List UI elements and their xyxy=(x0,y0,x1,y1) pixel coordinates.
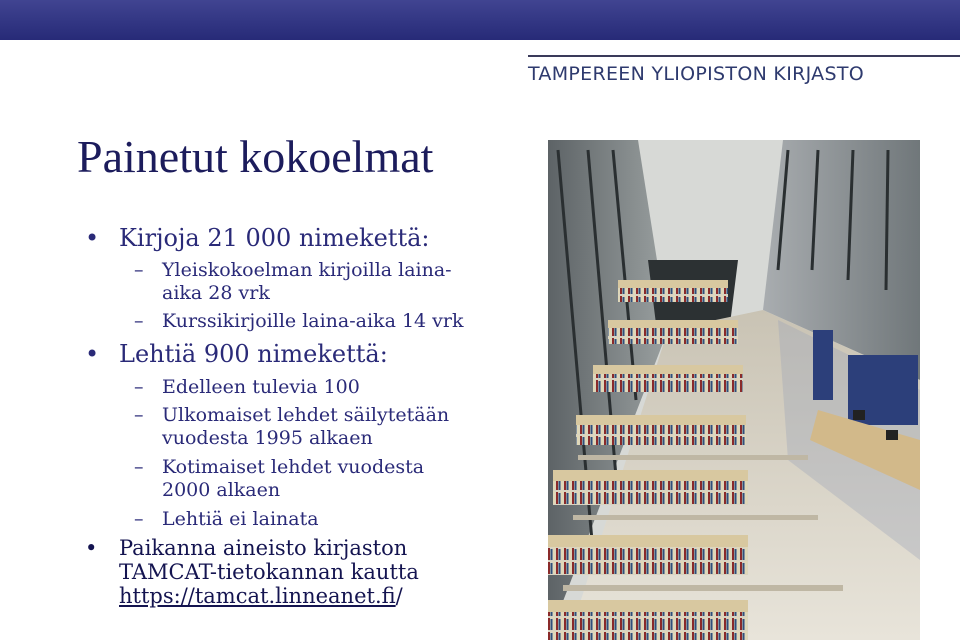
line: aika 28 vrk xyxy=(162,282,270,304)
slide-title: Painetut kokoelmat xyxy=(77,131,434,182)
line: Ulkomaiset lehdet säilytetään xyxy=(162,404,450,426)
line: vuodesta 1995 alkaen xyxy=(162,427,373,449)
library-illustration xyxy=(548,140,920,640)
sub-bullet-text xyxy=(162,404,449,450)
bullet-text: Kirjoja 21 000 nimekettä: xyxy=(119,224,430,252)
brand-name: TAMPEREEN YLIOPISTON KIRJASTO xyxy=(528,63,864,85)
dash: – xyxy=(134,404,144,426)
sub-bullet-text: Kurssikirjoille laina-aika 14 vrk xyxy=(162,310,464,332)
dash: – xyxy=(134,310,144,332)
bullet-dot: • xyxy=(85,536,98,560)
sub-bullet-text xyxy=(162,456,424,502)
line: Yleiskokoelman kirjoilla laina- xyxy=(162,259,452,281)
line: 2000 alkaen xyxy=(162,479,281,501)
bullet-dot: • xyxy=(85,224,100,252)
dash: – xyxy=(134,376,144,398)
tamcat-link[interactable]: https://tamcat.linneanet.fi xyxy=(119,584,396,608)
line: Paikanna aineisto kirjaston xyxy=(119,536,408,560)
line: TAMCAT-tietokannan kautta xyxy=(119,560,419,584)
line: Kotimaiset lehdet vuodesta xyxy=(162,456,425,478)
dash: – xyxy=(134,259,144,281)
bullet-dot: • xyxy=(85,340,100,368)
dash: – xyxy=(134,508,144,530)
library-photo xyxy=(548,140,920,640)
bullet-text: Lehtiä 900 nimekettä: xyxy=(119,340,388,368)
link-suffix: / xyxy=(395,584,403,608)
dash: – xyxy=(134,456,144,478)
sub-bullet-text: Edelleen tulevia 100 xyxy=(162,376,360,398)
bullet-text xyxy=(119,536,419,608)
sub-bullet-text xyxy=(162,259,452,305)
brand-rule xyxy=(528,55,960,57)
sub-bullet-text: Lehtiä ei lainata xyxy=(162,508,319,530)
